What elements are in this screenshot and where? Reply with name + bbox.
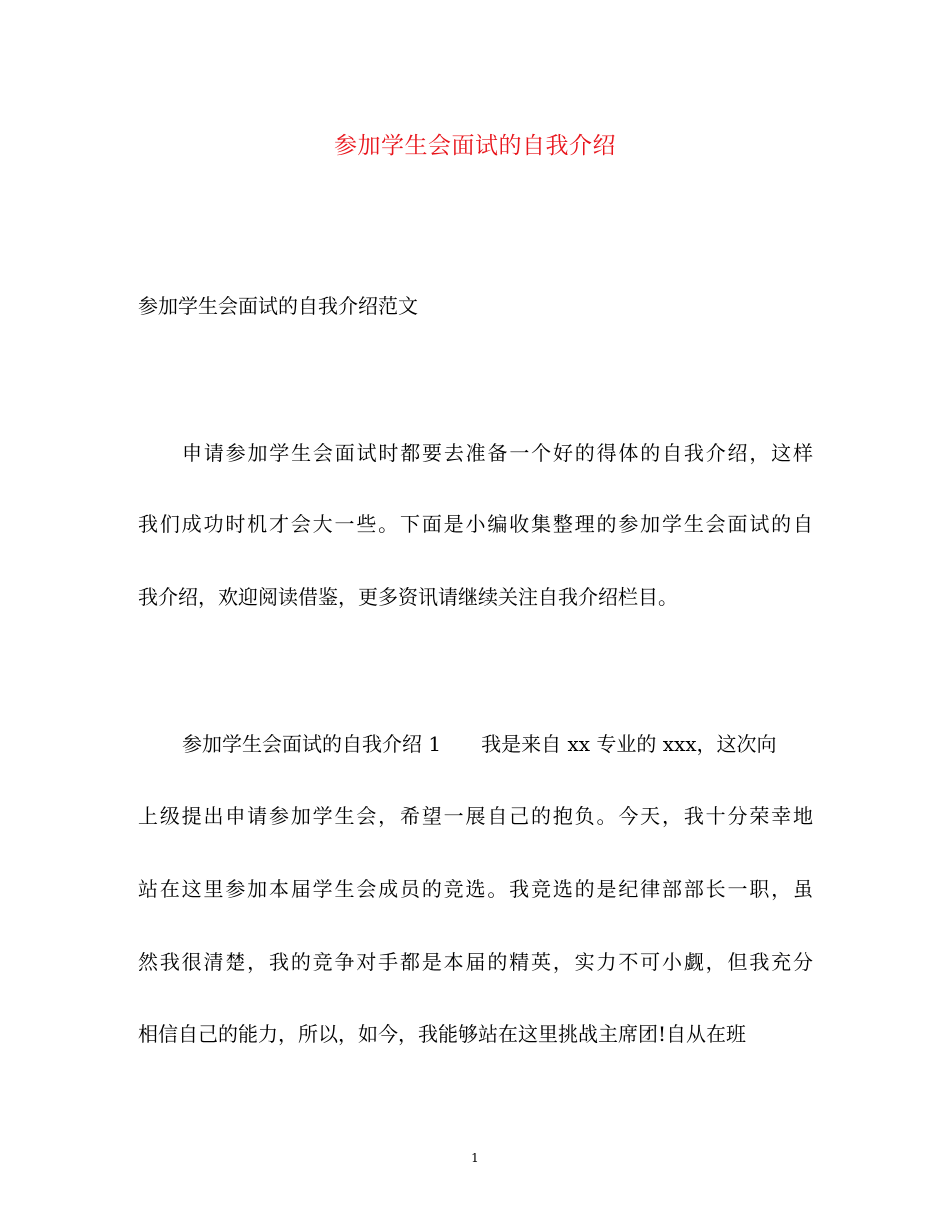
section-first-text: 我是来自 xx 专业的 xxx，这次向 — [481, 732, 777, 756]
section-first-line — [182, 728, 813, 760]
section-line-5: 相信自己的能力，所以，如今，我能够站在这里挑战主席团!自从在班 — [138, 1022, 747, 1046]
section-line-2: 上级提出申请参加学生会，希望一展自己的抱负。今天，我十分荣幸地 — [138, 804, 813, 828]
document-subtitle: 参加学生会面试的自我介绍范文 — [138, 294, 418, 318]
intro-line-3: 我介绍，欢迎阅读借鉴，更多资讯请继续关注自我介绍栏目。 — [138, 585, 678, 609]
section-heading: 参加学生会面试的自我介绍 1 — [182, 732, 442, 756]
document-title: 参加学生会面试的自我介绍 — [334, 133, 616, 159]
section-line-4: 然我很清楚，我的竞争对手都是本届的精英，实力不可小觑，但我充分 — [138, 950, 813, 974]
section-line-3: 站在这里参加本届学生会成员的竞选。我竞选的是纪律部部长一职，虽 — [138, 877, 813, 901]
intro-line-1: 申请参加学生会面试时都要去准备一个好的得体的自我介绍，这样 — [182, 441, 813, 465]
intro-line-2: 我们成功时机才会大一些。下面是小编收集整理的参加学生会面试的自 — [138, 512, 813, 536]
page-number: 1 — [471, 1151, 479, 1165]
